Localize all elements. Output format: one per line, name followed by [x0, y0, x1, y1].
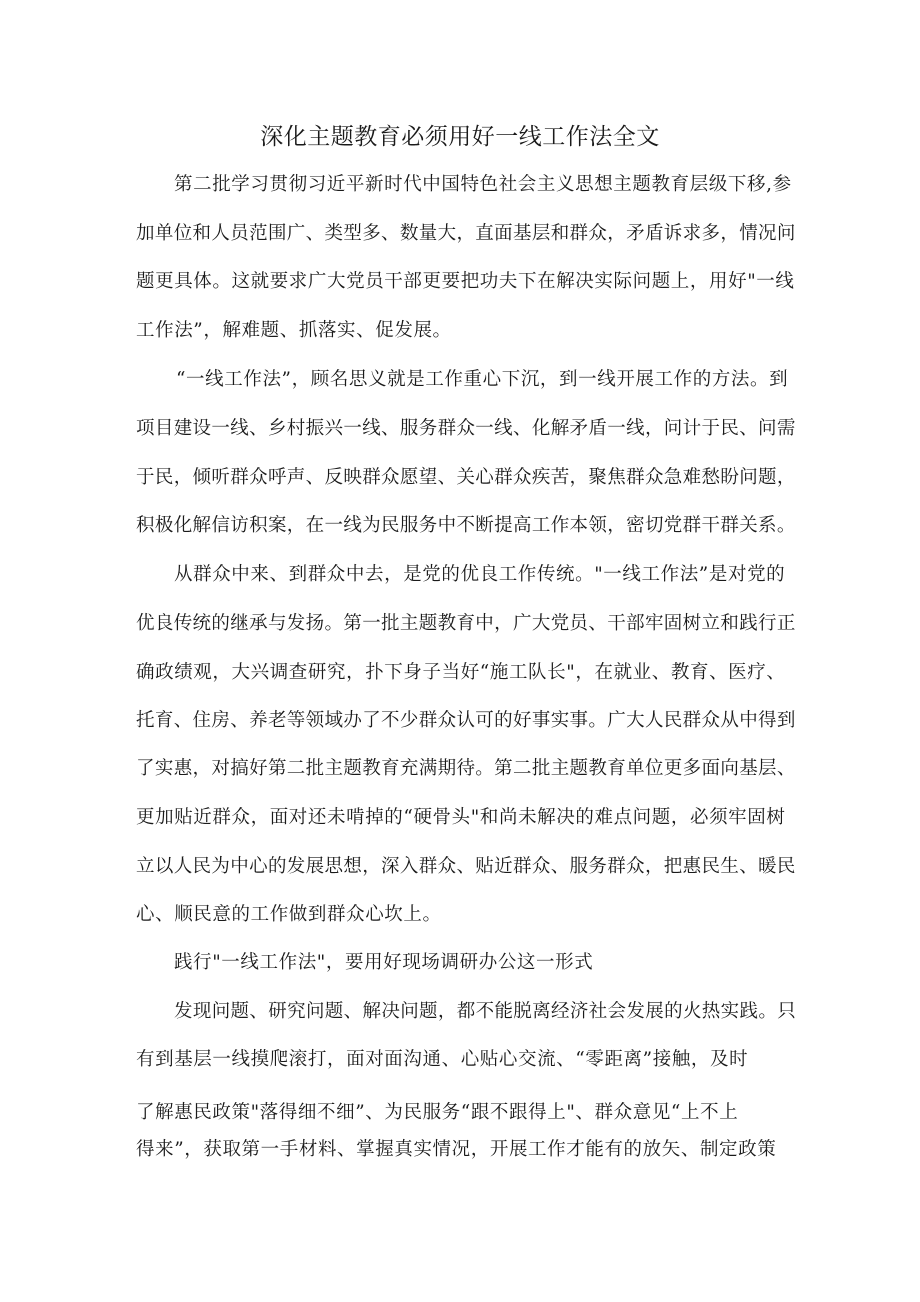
paragraph-line: 托育、住房、养老等领域办了不少群众认可的好事实事。广大人民群众从中得到 — [136, 710, 796, 731]
paragraph-line: 优良传统的继承与发扬。第一批主题教育中，广大党员、干部牢固树立和践行正 — [136, 613, 796, 634]
paragraph-line: 项目建设一线、乡村振兴一线、服务群众一线、化解矛盾一线，问计于民、问需 — [136, 418, 796, 439]
paragraph-line: 积极化解信访积案，在一线为民服务中不断提高工作本领，密切党群干群关系。 — [136, 515, 796, 536]
paragraph-line: 加单位和人员范围广、类型多、数量大，直面基层和群众，矛盾诉求多，情况问 — [136, 223, 796, 244]
document-title: 深化主题教育必须用好一线工作法全文 — [260, 124, 660, 150]
paragraph-line: 了实惠，对搞好第二批主题教育充满期待。第二批主题教育单位更多面向基层、 — [136, 758, 796, 779]
paragraph-line: 了解惠民政策"落得细不细”、为民服务“跟不跟得上"、群众意见“上不上 — [136, 1102, 739, 1123]
paragraph-line: 得来”，获取第一手材料、掌握真实情况，开展工作才能有的放矢、制定政策 — [136, 1139, 777, 1160]
paragraph-line: 第二批学习贯彻习近平新时代中国特色社会主义思想主题教育层级下移,参 — [174, 174, 792, 195]
paragraph-line: 确政绩观，大兴调查研究，扑下身子当好“施工队长"，在就业、教育、医疗、 — [136, 662, 786, 683]
paragraph-line: 于民，倾听群众呼声、反映群众愿望、关心群众疾苦，聚焦群众急难愁盼问题， — [136, 467, 796, 488]
paragraph-line: 有到基层一线摸爬滚打，面对面沟通、心贴心交流、“零距离”接触，及时 — [136, 1049, 749, 1070]
paragraph-line: 发现问题、研究问题、解决问题，都不能脱离经济社会发展的火热实践。只 — [174, 1001, 797, 1022]
paragraph-line: 立以人民为中心的发展思想，深入群众、贴近群众、服务群众，把惠民生、暖民 — [136, 856, 796, 877]
paragraph-line: 心、顺民意的工作做到群众心坎上。 — [136, 904, 442, 925]
paragraph-line: “一线工作法”，顾名思义就是工作重心下沉，到一线开展工作的方法。到 — [176, 369, 789, 390]
paragraph-line: 工作法”，解难题、抓落实、促发展。 — [136, 320, 452, 341]
paragraph-line: 更加贴近群众，面对还未啃掉的“硬骨头"和尚未解决的难点问题，必须牢固树 — [136, 807, 786, 828]
section-heading: 践行"一线工作法"，要用好现场调研办公这一形式 — [174, 952, 594, 973]
paragraph-line: 从群众中来、到群众中去，是党的优良工作传统。"一线工作法”是对党的 — [174, 564, 786, 585]
paragraph-line: 题更具体。这就要求广大党员干部更要把功夫下在解决实际问题上，用好"一线 — [136, 271, 795, 292]
